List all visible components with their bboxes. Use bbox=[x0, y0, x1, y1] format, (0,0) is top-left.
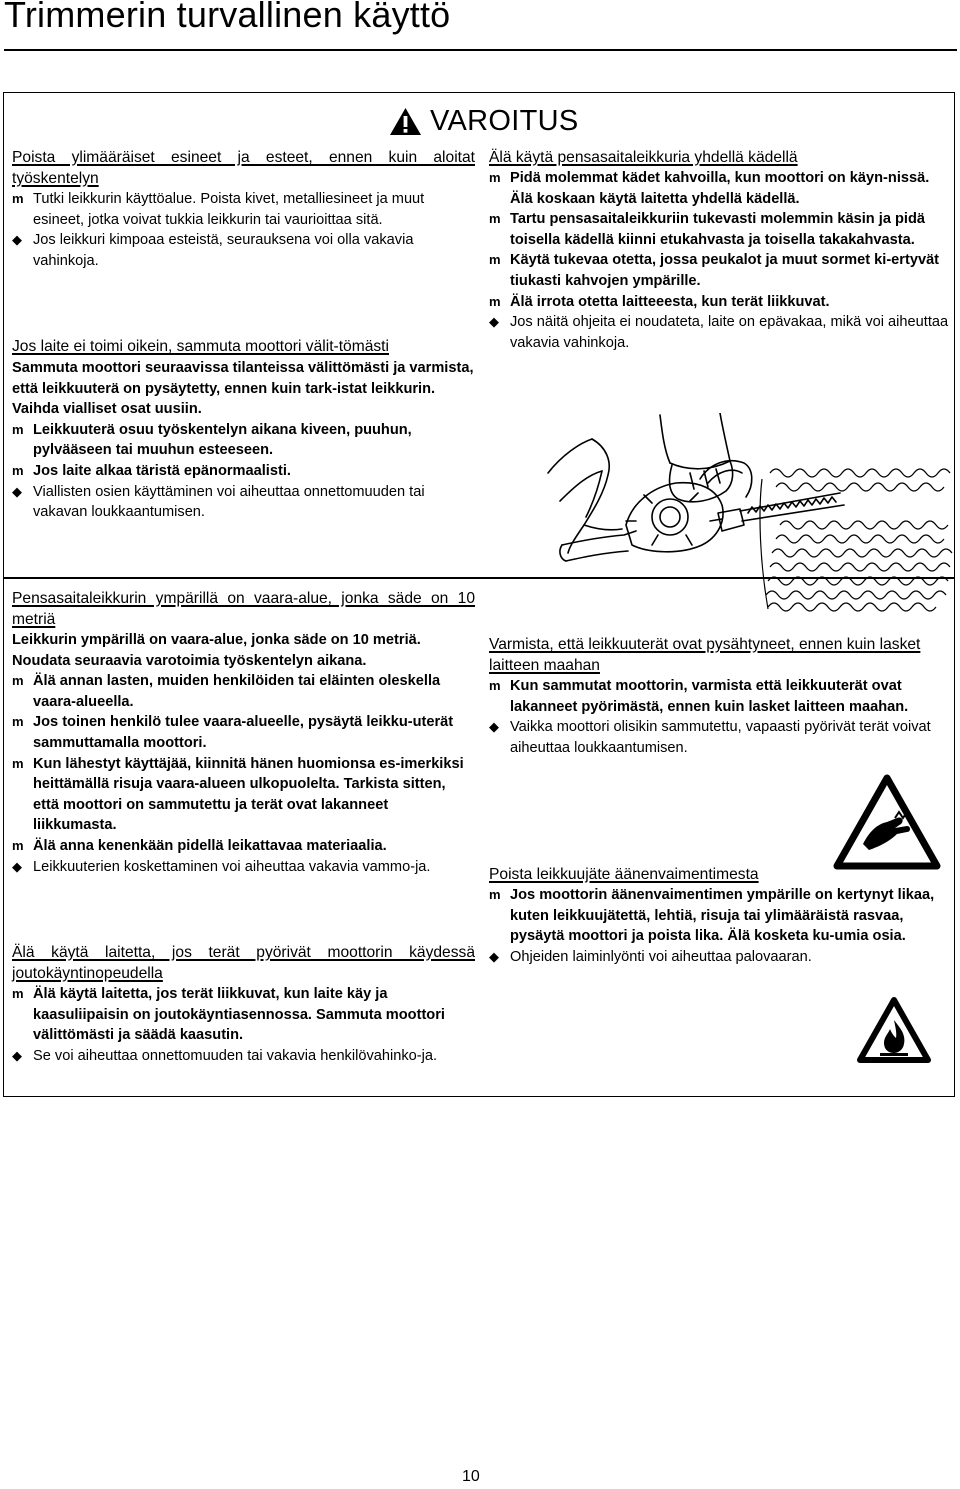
bullet-marker: m bbox=[489, 887, 501, 902]
bullet-marker: m bbox=[12, 462, 24, 478]
section-heading: Jos laite ei toimi oikein, sammuta moottori välit-tömästi bbox=[12, 338, 389, 355]
list-item-text: Älä annan lasten, muiden henkilöiden tai eläinten oleskella vaara-alueella. bbox=[33, 673, 441, 710]
list-item bbox=[12, 712, 475, 753]
list-item-text: Jos laite alkaa täristä epänormaalisti. bbox=[33, 462, 291, 479]
list-item bbox=[489, 717, 951, 758]
section-muffler bbox=[489, 864, 951, 967]
section-heading: Pensasaitaleikkurin ympärillä on vaara-alue, jonka säde on 10 metriä bbox=[12, 590, 475, 628]
title-rule bbox=[4, 49, 957, 51]
list-item-text: Jos toinen henkilö tulee vaara-alueelle, pysäytä leikku-uterät sammuttamalla moottori. bbox=[33, 714, 454, 751]
list-item bbox=[12, 754, 475, 836]
section-one-hand bbox=[489, 147, 951, 353]
page-title: Trimmerin turvallinen käyttö bbox=[4, 0, 451, 35]
list-item-text: Älä irrota otetta laitteeesta, kun terät liikkuvat. bbox=[510, 293, 830, 310]
list-item bbox=[489, 168, 951, 209]
list-item bbox=[489, 947, 951, 968]
diamond-icon: ◆ bbox=[489, 314, 499, 330]
bullet-marker: m bbox=[12, 714, 24, 730]
list-item-text: Vaikka moottori olisikin sammutettu, vapaasti pyörivät terät voivat aiheuttaa loukkaantumisen. bbox=[510, 719, 931, 756]
diamond-icon: ◆ bbox=[12, 232, 22, 248]
section-heading: Älä käytä laitetta, jos terät pyörivät moottorin käydessä joutokäyntinopeudella bbox=[12, 944, 475, 982]
page-number: 10 bbox=[462, 1468, 480, 1485]
bullet-marker: m bbox=[12, 755, 24, 771]
section-heading: Älä käytä pensasaitaleikkuria yhdellä kädellä bbox=[489, 149, 798, 166]
list-item bbox=[489, 209, 951, 250]
list-item bbox=[12, 1046, 475, 1067]
section-blades-stopped bbox=[489, 634, 951, 758]
list-item bbox=[12, 482, 475, 523]
bullet-marker: m bbox=[489, 293, 501, 309]
list-item-text: Leikkuuterä osuu työskentelyn aikana kiveen, puuhun, pylvääseen tai muuhun esteeseen. bbox=[33, 421, 412, 459]
section-clear-objects bbox=[12, 147, 475, 271]
list-item-text: Tartu pensasaitaleikkuriin tukevasti molemmin käsin ja pidä toisella kädellä kiinni etukahvasta ja toisella takakahvasta. bbox=[510, 211, 925, 248]
list-item-text: Jos moottorin äänenvaimentimen ympärille on kertynyt likaa, kuten leikkuujätettä, lehtiä, risuja tai ylimääräistä rasvaa, pysäytä moottori ja poista lika. Älä kosketa ku-umia osia. bbox=[510, 887, 935, 945]
list-item bbox=[12, 671, 475, 712]
list-item-text: Älä anna kenenkään pidellä leikattavaa materiaalia. bbox=[33, 837, 387, 854]
list-item-text: Kun lähestyt käyttäjää, kiinnitä hänen huomionsa es-imerkiksi heittämällä risuja vaara-alueen ulkopuolelta. Tarkista sitten, että moottori on sammutettu ja terät ovat lakanneet liikkumasta. bbox=[33, 755, 464, 834]
fire-hazard-icon bbox=[856, 996, 932, 1064]
bullet-marker: m bbox=[12, 986, 24, 1001]
list-item bbox=[489, 676, 951, 717]
bullet-marker: m bbox=[489, 170, 501, 185]
list-item-text: Jos leikkuri kimpoaa esteistä, seurauksena voi olla vakavia vahinkoja. bbox=[33, 232, 414, 269]
section-heading: Poista ylimääräiset esineet ja esteet, ennen kuin aloitat työskentelyn bbox=[12, 149, 475, 187]
bullet-marker: m bbox=[12, 673, 24, 689]
list-item-text: Se voi aiheuttaa onnettomuuden tai vakavia henkilövahinko-ja. bbox=[33, 1047, 438, 1064]
section-idle bbox=[12, 942, 475, 1066]
list-item-text: Jos näitä ohjeita ei noudateta, laite on epävakaa, mikä voi aiheuttaa vakavia vahinkoja. bbox=[510, 314, 949, 351]
list-item bbox=[489, 250, 951, 291]
list-item bbox=[12, 857, 475, 878]
list-item bbox=[12, 461, 475, 482]
list-item bbox=[12, 230, 475, 271]
list-item-text: Ohjeiden laiminlyönti voi aiheuttaa palovaaran. bbox=[510, 948, 812, 965]
list-item-text: Viallisten osien käyttäminen voi aiheuttaa onnettomuuden tai vakavan loukkaantumisen. bbox=[33, 483, 425, 521]
section-danger-zone bbox=[12, 588, 475, 877]
list-item-text: Tutki leikkurin käyttöalue. Poista kivet, metalliesineet ja muut esineet, jotka voivat tukkia leikkurin tai vaurioittaa sitä. bbox=[33, 191, 425, 228]
list-item bbox=[12, 189, 475, 230]
section-heading: Varmista, että leikkuuterät ovat pysähtyneet, ennen kuin lasket laitteen maahan bbox=[489, 636, 921, 674]
bullet-marker: m bbox=[489, 252, 501, 268]
bullet-marker: m bbox=[489, 211, 501, 227]
bullet-marker: m bbox=[12, 421, 24, 437]
two-handed-trimmer-illustration bbox=[540, 413, 955, 613]
section-malfunction bbox=[12, 336, 475, 523]
diamond-icon: ◆ bbox=[489, 719, 499, 735]
list-item-text: Käytä tukevaa otetta, jossa peukalot ja muut sormet ki-ertyvät tiukasti kahvojen ympärille. bbox=[510, 252, 940, 289]
hand-cut-hazard-icon bbox=[833, 774, 941, 870]
diamond-icon: ◆ bbox=[489, 948, 499, 964]
warning-label: VAROITUS bbox=[430, 104, 579, 137]
warning-triangle-icon bbox=[389, 107, 422, 136]
list-item-text: Älä käytä laitetta, jos terät liikkuvat, kun laite käy ja kaasuliipaisin on joutokäyntiasennossa. Sammuta moottori välittömästi ja säädä kaasutin. bbox=[33, 986, 445, 1044]
section-heading: Poista leikkuujäte äänenvaimentimesta bbox=[489, 866, 759, 883]
bullet-marker: m bbox=[12, 191, 24, 206]
diamond-icon: ◆ bbox=[12, 858, 22, 874]
list-item-text: Kun sammutat moottorin, varmista että leikkuuterät ovat lakanneet pyörimästä, ennen kuin lasket laitteen maahan. bbox=[510, 678, 909, 715]
section-intro: Sammuta moottori seuraavissa tilanteissa välittömästi ja varmista, että leikkuuterä on pysäytetty, ennen kuin tark-istat leikkurin. Vaihda vialliset osat uusiin. bbox=[12, 360, 474, 418]
list-item bbox=[489, 885, 951, 947]
bullet-marker: m bbox=[12, 837, 24, 853]
diamond-icon: ◆ bbox=[12, 483, 22, 499]
section-intro: Leikkurin ympärillä on vaara-alue, jonka säde on 10 metriä. Noudata seuraavia varotoimia työskentelyn aikana. bbox=[12, 632, 421, 669]
bullet-marker: m bbox=[489, 678, 501, 693]
list-item bbox=[12, 984, 475, 1046]
list-item bbox=[12, 420, 475, 461]
list-item bbox=[489, 292, 951, 313]
list-item bbox=[12, 836, 475, 857]
list-item-text: Pidä molemmat kädet kahvoilla, kun moottori on käyn-nissä. Älä koskaan käytä laitetta yhdellä kädellä. bbox=[510, 170, 930, 207]
list-item bbox=[489, 312, 951, 353]
list-item-text: Leikkuuterien koskettaminen voi aiheuttaa vakavia vammo-ja. bbox=[33, 858, 431, 875]
diamond-icon: ◆ bbox=[12, 1047, 22, 1063]
warning-header bbox=[389, 103, 579, 139]
